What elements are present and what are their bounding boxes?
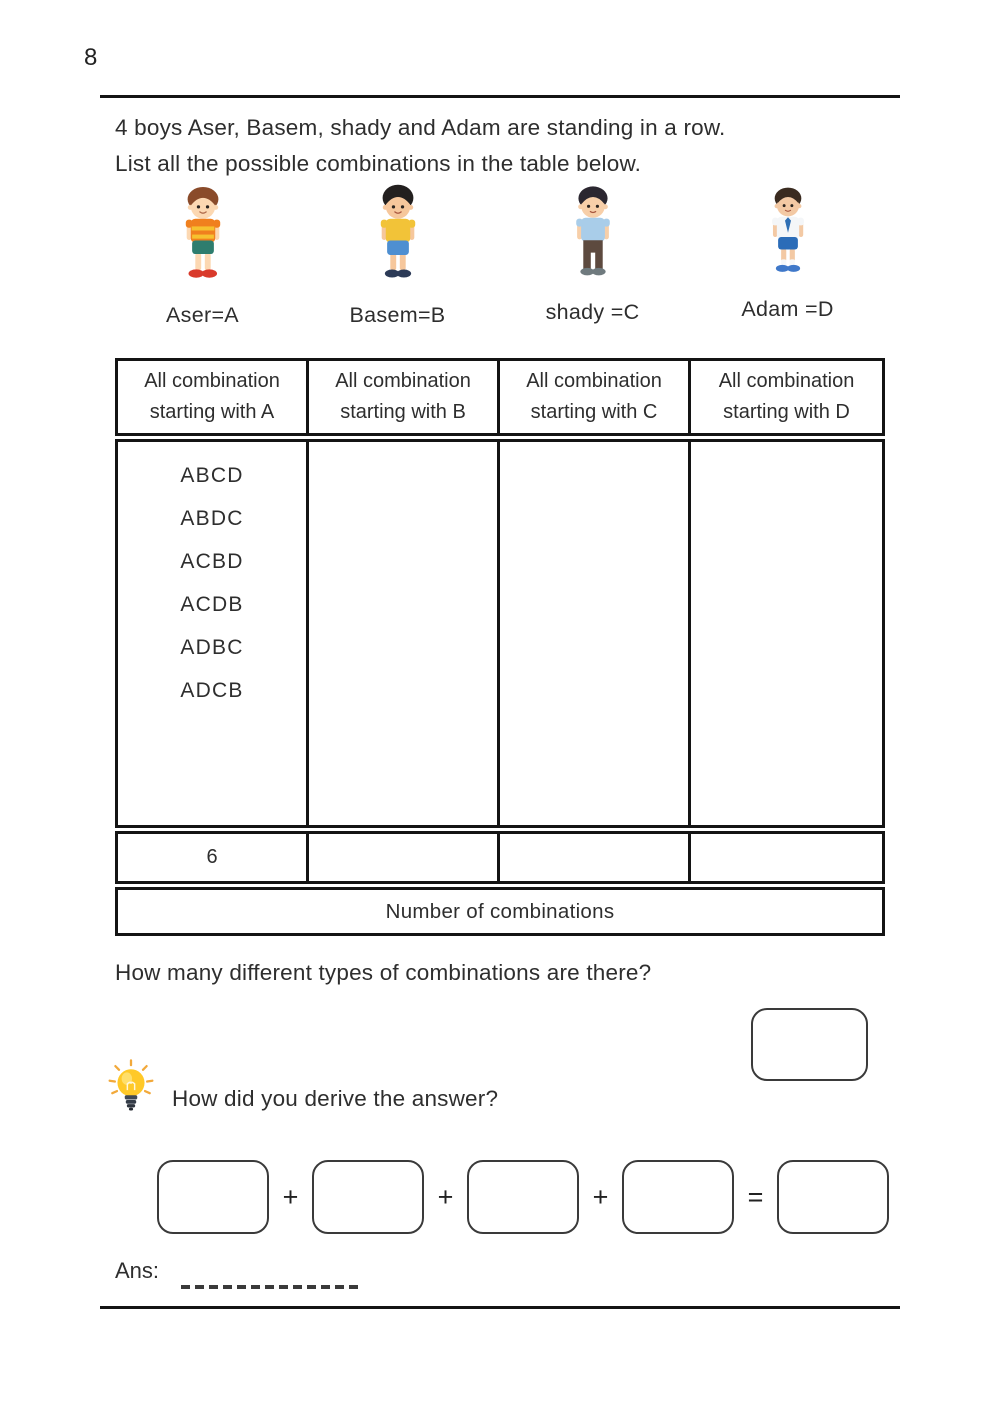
count-cell-c[interactable]: [500, 834, 691, 881]
boys-row: [105, 182, 885, 328]
table-header-a: All combination starting with A: [118, 361, 309, 433]
equation-box-2[interactable]: [312, 1160, 424, 1234]
table-header-b: All combination starting with B: [309, 361, 500, 433]
table-header-c: All combination starting with C: [500, 361, 691, 433]
intro-text: [115, 110, 915, 182]
plus-operator: +: [282, 1181, 299, 1212]
boy-aser-illustration: [158, 182, 248, 298]
bulb-tip: [129, 1108, 133, 1111]
boy-basem-illustration: [353, 182, 443, 298]
table-cell-combinations-c[interactable]: [500, 442, 691, 825]
combination-entry: ADCB: [180, 679, 244, 702]
table-footer-row: [115, 887, 885, 936]
boy-label-aser: Aser=A: [166, 303, 239, 327]
boy-shorts: [192, 240, 214, 254]
combination-entry: ADBC: [180, 636, 244, 659]
combination-entry: ABDC: [180, 507, 244, 530]
table-cell-combinations-a: [118, 442, 309, 825]
combination-entry: ACDB: [180, 593, 244, 616]
total-answer-box[interactable]: [751, 1008, 868, 1081]
boy-label-shady: shady =C: [545, 300, 640, 324]
lightbulb-icon: [106, 1058, 156, 1118]
combination-entry: ACBD: [180, 550, 244, 573]
bottom-rule: [100, 1306, 900, 1309]
bulb-base-1: [125, 1095, 138, 1099]
table-count-row: [115, 831, 885, 884]
equals-operator: =: [747, 1181, 764, 1212]
bulb-base-2: [126, 1100, 136, 1104]
equation-result-box[interactable]: [777, 1160, 889, 1234]
boy-cell-shady: [495, 182, 690, 328]
top-rule: [100, 95, 900, 98]
page-number: 8: [84, 44, 98, 71]
ans-label: Ans:: [115, 1258, 160, 1283]
boy-cell-aser: [105, 182, 300, 328]
count-cell-b[interactable]: [309, 834, 500, 881]
equation-box-4[interactable]: [622, 1160, 734, 1234]
bulb-base-3: [127, 1104, 135, 1107]
boy-cell-adam: [690, 182, 885, 328]
table-body-row: [115, 439, 885, 828]
combination-list-a: [118, 454, 306, 712]
table-footer-label: Number of combinations: [385, 899, 615, 923]
boy-cell-basem: [300, 182, 495, 328]
boy-shirt: [576, 218, 610, 242]
table-header-d: All combination starting with D: [718, 370, 855, 423]
intro-line-1: 4 boys Aser, Basem, shady and Adam are standing in a row.: [115, 115, 726, 140]
equation-box-1[interactable]: [157, 1160, 269, 1234]
boy-shoes: [580, 268, 605, 275]
ans-blank-line[interactable]: [181, 1285, 359, 1289]
boy-shirt: [185, 219, 219, 243]
boy-shorts: [387, 240, 409, 255]
boy-shirt: [380, 219, 414, 243]
table-cell-combinations-d[interactable]: [691, 442, 882, 825]
combinations-table: [115, 358, 885, 936]
table-cell-combinations-b[interactable]: [309, 442, 500, 825]
count-cell-a: 6: [118, 834, 309, 881]
boy-shoes: [188, 269, 217, 277]
equation-row: [157, 1160, 889, 1234]
plus-operator: +: [437, 1181, 454, 1212]
boy-adam-illustration: [746, 182, 830, 292]
table-header-row: [115, 358, 885, 436]
boy-label-adam: Adam =D: [741, 297, 834, 321]
plus-operator: +: [592, 1181, 609, 1212]
combination-entry: ABCD: [180, 464, 244, 487]
boy-pants: [583, 240, 602, 269]
boy-shorts: [778, 237, 798, 249]
boy-shady-illustration: [549, 182, 637, 295]
boy-shoes: [775, 265, 799, 272]
count-cell-d[interactable]: [691, 834, 882, 881]
boy-shoes: [384, 270, 410, 278]
question-text: How many different types of combinations are there?: [115, 960, 652, 985]
equation-box-3[interactable]: [467, 1160, 579, 1234]
intro-line-2: List all the possible combinations in the table below.: [115, 151, 642, 176]
hint-question-text: How did you derive the answer?: [172, 1086, 499, 1111]
boy-label-basem: Basem=B: [349, 303, 446, 327]
